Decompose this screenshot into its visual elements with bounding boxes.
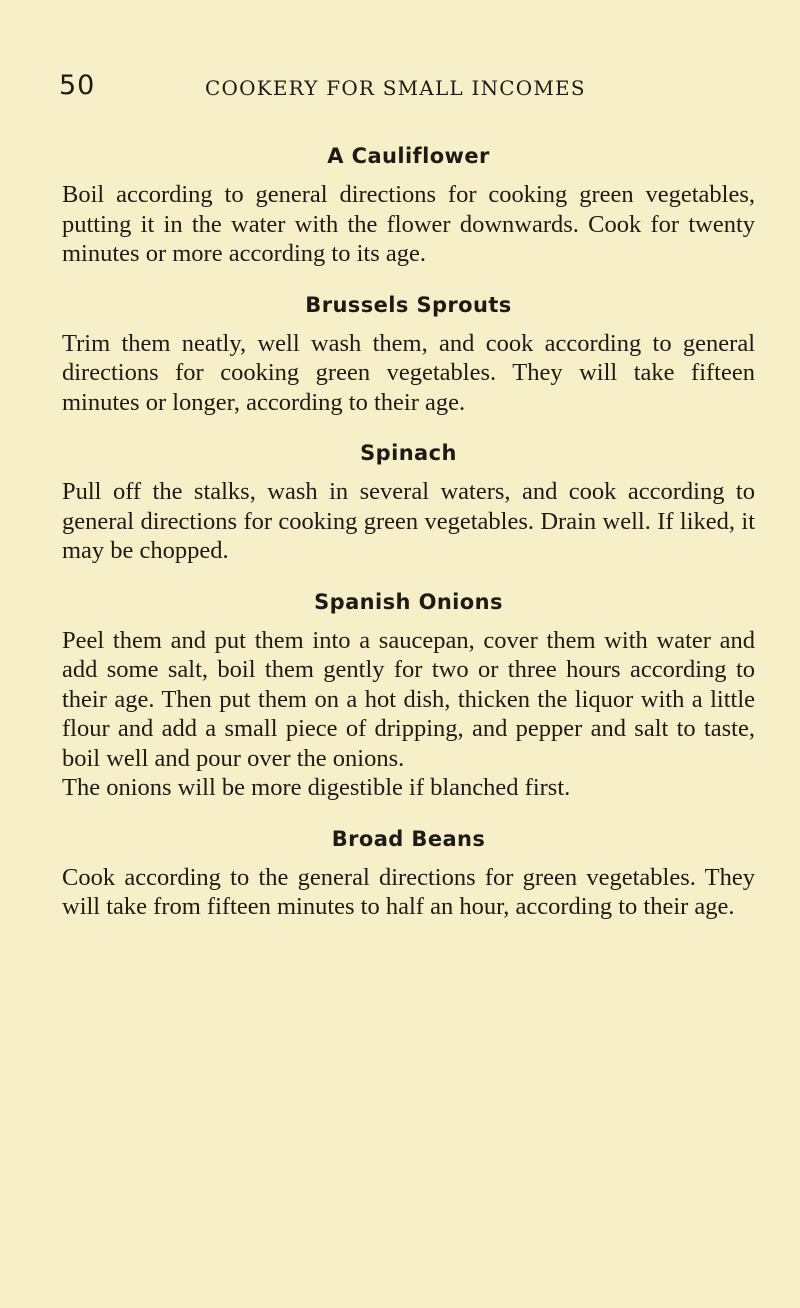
page-number: 50 — [59, 70, 96, 101]
recipe-spinach — [62, 437, 755, 566]
recipe-title: Spanish Onions — [314, 589, 503, 614]
page-body — [62, 140, 755, 922]
recipe-paragraph: Cook according to the general directions for green vegetables. They will take from fifteen minutes to half an hour, according to their age. — [62, 863, 755, 920]
running-head: COOKERY FOR SMALL INCOMES — [205, 76, 586, 100]
recipe-title: Broad Beans — [331, 826, 486, 851]
recipe-brussels-sprouts — [62, 289, 755, 418]
recipe-paragraph: The onions will be more digestible if blanched first. — [62, 774, 571, 801]
recipe-cauliflower — [62, 140, 755, 269]
recipe-broad-beans — [62, 823, 755, 922]
recipe-paragraph: Boil according to general directions for cooking green vegetables, putting it in the water with the flower downwards. Cook for twenty minutes or more according to its age. — [62, 181, 755, 267]
recipe-paragraph: Peel them and put them into a saucepan, cover them with water and add some salt, boil them gently for two or three hours according to their age. Then put them on a hot dish, thicken the liquor with a little flour and add a small piece of dripping, and pepper and salt to taste, boil well and pour over the onions. — [62, 626, 755, 772]
recipe-title: Brussels Sprouts — [305, 292, 512, 317]
recipe-paragraph: Pull off the stalks, wash in several waters, and cook according to general directions for cooking green vegetables. Drain well. If liked, it may be chopped. — [62, 478, 755, 564]
recipe-paragraph: Trim them neatly, well wash them, and cook according to general directions for cooking green vegetables. They will take fifteen minutes or longer, according to their age. — [62, 329, 755, 416]
recipe-title: A Cauliflower — [327, 144, 490, 168]
recipe-title: Spinach — [360, 441, 457, 465]
recipe-spanish-onions — [62, 586, 755, 803]
